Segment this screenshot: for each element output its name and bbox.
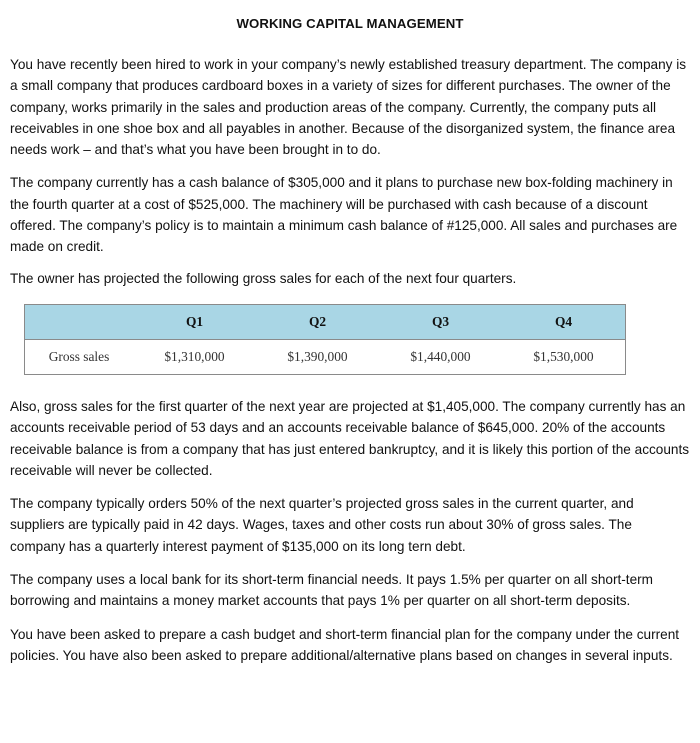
table-cell-q4: $1,530,000 (502, 339, 625, 374)
sales-table (25, 305, 625, 374)
gross-sales-table (24, 304, 626, 375)
page-title: WORKING CAPITAL MANAGEMENT (236, 16, 464, 31)
table-header-cell: Q1 (133, 305, 256, 340)
projection-paragraph: The owner has projected the following gross sales for each of the next four quarters. (10, 270, 517, 286)
table-header-cell (25, 305, 133, 340)
table-header-cell: Q4 (502, 305, 625, 340)
table-cell-q3: $1,440,000 (379, 339, 502, 374)
bank-paragraph: The company uses a local bank for its short-term financial needs. It pays 1.5% per quarter on all short-term borrowing and maintains a money market accounts that pays 1% per quarter on all short-term deposits. (10, 572, 653, 609)
task-paragraph: You have been asked to prepare a cash budget and short-term financial plan for the company under the current policies. You have also been asked to prepare additional/alternative plans based on changes in several inputs. (10, 626, 680, 663)
intro-paragraph: You have recently been hired to work in your company’s newly established treasury department. The company is a small company that produces cardboard boxes in a variety of sizes for different purchases. The owner of the company, works primarily in the sales and production areas of the company. Currently, the company puts all receivables in one shoe box and all payables in another. Because of the disorganized system, the finance area needs work – and that’s what you have been brought in to do. (10, 57, 687, 158)
orders-paragraph: The company typically orders 50% of the next quarter’s projected gross sales in the current quarter, and suppliers are typically paid in 42 days. Wages, taxes and other costs run about 30% of gross sales. The company has a quarterly interest payment of $135,000 on its long tern debt. (10, 496, 634, 554)
receivables-paragraph: Also, gross sales for the first quarter of the next year are projected at $1,405,000. The company currently has an accounts receivable period of 53 days and an accounts receivable balance of $645,000. 20% of the accounts receivable balance is from a company that has just entered bankruptcy, and it is likely this portion of the accounts receivable will never be collected. (10, 398, 690, 478)
table-header-cell: Q2 (256, 305, 379, 340)
document-page (10, 0, 690, 666)
row-label-gross-sales: Gross sales (25, 339, 133, 374)
cash-paragraph: The company currently has a cash balance of $305,000 and it plans to purchase new box-folding machinery in the fourth quarter at a cost of $525,000. The machinery will be purchased with cash because of a discount offered. The company’s policy is to maintain a minimum cash balance of #125,000. All sales and purchases are made on credit. (10, 175, 678, 255)
table-cell-q1: $1,310,000 (133, 339, 256, 374)
table-row (25, 339, 625, 374)
table-cell-q2: $1,390,000 (256, 339, 379, 374)
table-header-row (25, 305, 625, 340)
table-header-cell: Q3 (379, 305, 502, 340)
